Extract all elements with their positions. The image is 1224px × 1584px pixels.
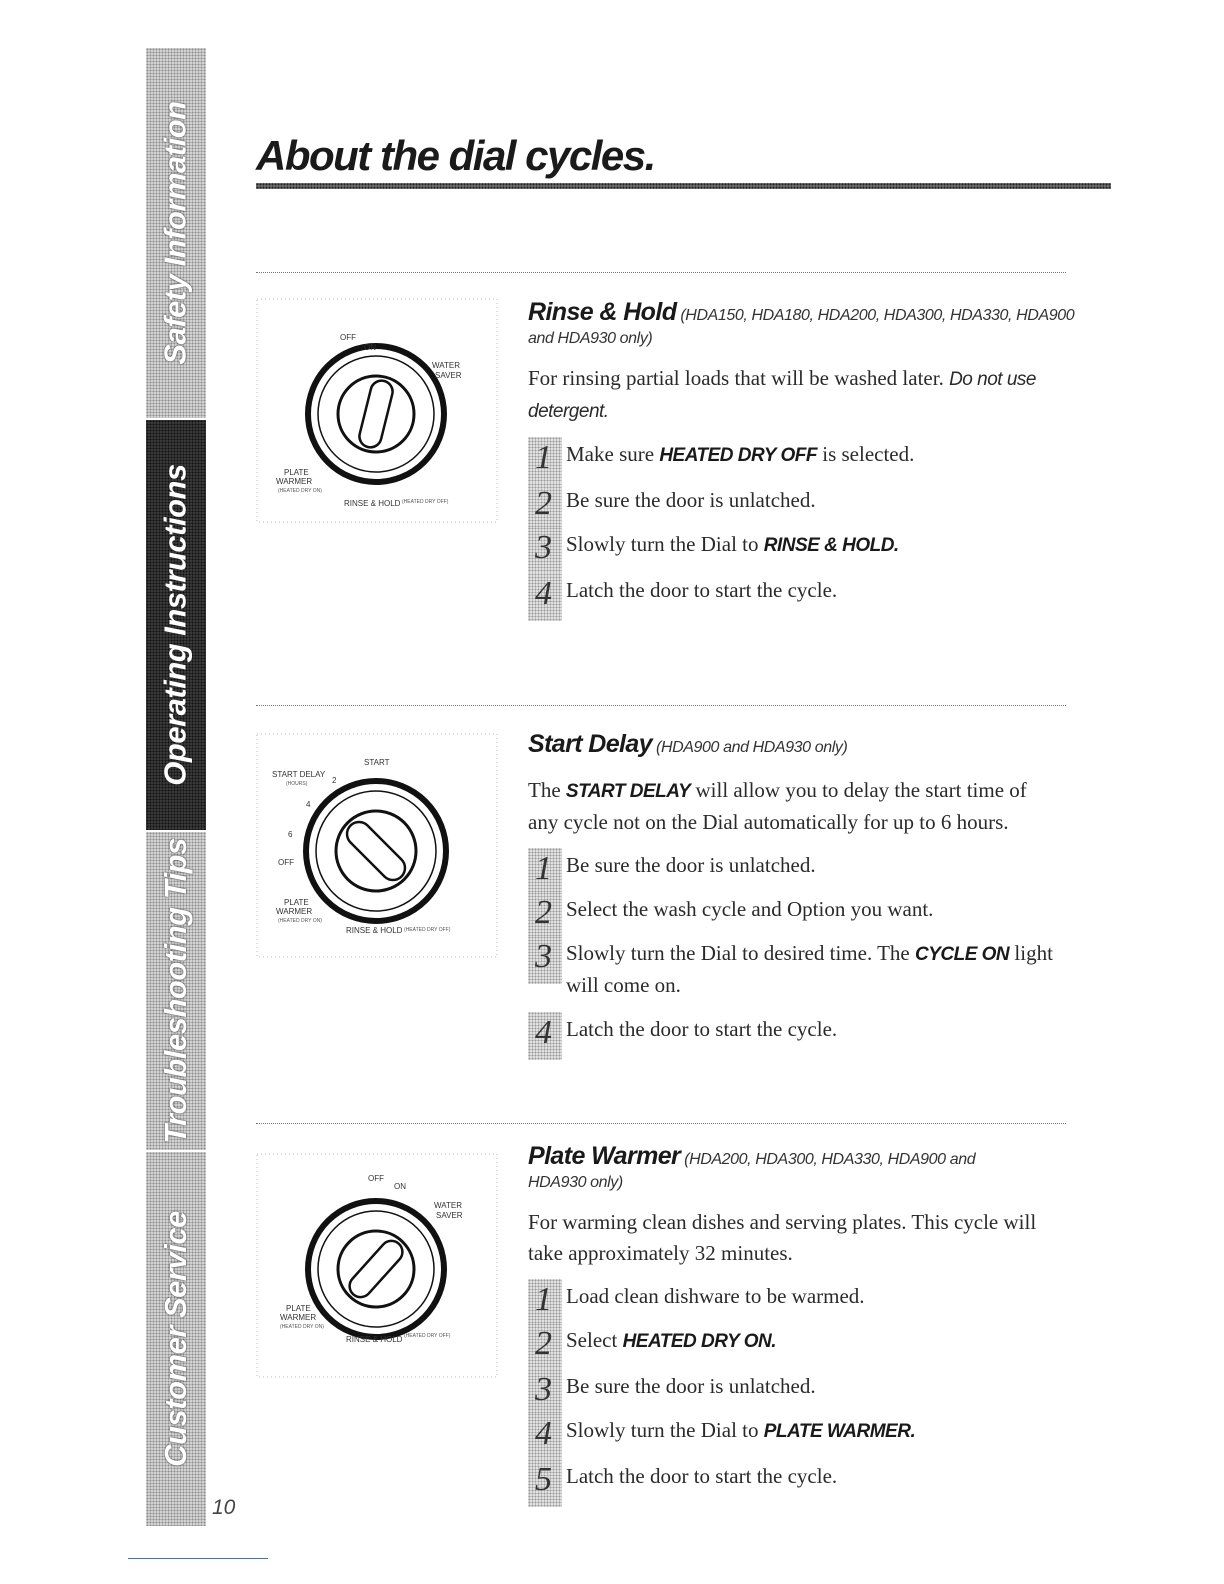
section-divider xyxy=(256,705,1066,707)
step-number: 1 xyxy=(535,849,552,887)
step-text: Be sure the door is unlatched. xyxy=(566,488,816,513)
step-item xyxy=(528,439,1088,477)
cycle-start-delay xyxy=(528,728,1088,1058)
dial-label-heated-off: (HEATED DRY OFF) xyxy=(404,927,451,933)
step-keyword: CYCLE ON xyxy=(914,943,1010,965)
step-item xyxy=(528,575,1088,613)
side-tabs xyxy=(146,48,206,1528)
dial-label-warmer: WARMER xyxy=(280,1313,317,1322)
step-item xyxy=(528,1461,1088,1499)
step-item xyxy=(528,893,1088,931)
dial-label-water: WATER xyxy=(434,1201,462,1210)
step-marker xyxy=(528,1413,562,1461)
dial-label-rinse-hold: RINSE & HOLD xyxy=(344,499,401,508)
step-number: 2 xyxy=(535,893,552,931)
dial-label-off: OFF xyxy=(340,333,356,342)
description-emphasis: Do not use detergent. xyxy=(528,369,1036,423)
dial-label-start-delay: START DELAY xyxy=(272,770,326,779)
cycle-heading xyxy=(528,728,1088,761)
dial-label-water: WATER xyxy=(432,361,460,370)
step-text: Be sure the door is unlatched. xyxy=(566,852,816,877)
cycle-models: (HDA200, HDA300, HDA330, HDA900 and HDA930 only) xyxy=(528,1151,976,1191)
cycle-title: Start Delay xyxy=(528,730,653,758)
tab-safety-information[interactable] xyxy=(146,48,206,420)
step-list xyxy=(528,1281,1088,1499)
dial-label-rinse-hold: RINSE & HOLD xyxy=(346,1335,403,1344)
step-keyword: HEATED DRY ON. xyxy=(622,1331,777,1353)
step-number: 5 xyxy=(535,1461,552,1499)
tab-label: Operating Instructions xyxy=(158,464,194,786)
step-text-end: light will come on. xyxy=(566,940,1053,997)
cycle-rinse-hold xyxy=(528,296,1088,619)
cycle-description xyxy=(528,775,1038,838)
dial-illustration-start-delay xyxy=(256,733,498,958)
step-marker xyxy=(528,483,562,531)
cycle-description xyxy=(528,1207,1058,1269)
dial-label-plate: PLATE xyxy=(286,1304,311,1313)
dial-label-hours: (HOURS) xyxy=(286,781,308,787)
step-item xyxy=(528,485,1088,523)
step-text: Make sure xyxy=(566,442,660,467)
dial-label-saver: SAVER xyxy=(436,1211,463,1220)
tab-troubleshooting-tips[interactable] xyxy=(146,832,206,1152)
step-text: Latch the door to start the cycle. xyxy=(566,1464,838,1489)
step-marker xyxy=(528,1323,562,1371)
step-item xyxy=(528,1325,1088,1363)
step-number: 3 xyxy=(535,937,552,975)
dial-label-plate: PLATE xyxy=(284,468,309,477)
dial-label-heated-on: (HEATED DRY ON) xyxy=(278,488,322,494)
step-text: Be sure the door is unlatched. xyxy=(566,1374,816,1399)
dial-label-6: 6 xyxy=(288,830,293,839)
step-keyword: HEATED DRY OFF xyxy=(659,445,817,467)
step-text: Latch the door to start the cycle. xyxy=(566,1016,838,1041)
dial-label-2: 2 xyxy=(332,776,337,785)
step-text: Select xyxy=(566,1328,623,1353)
dial-label-warmer: WARMER xyxy=(276,907,313,916)
step-marker xyxy=(528,1459,562,1507)
dial-label-heated-on: (HEATED DRY ON) xyxy=(280,1324,324,1330)
dial-label-warmer: WARMER xyxy=(276,477,313,486)
step-marker xyxy=(528,527,562,575)
step-marker xyxy=(528,1279,562,1327)
step-number: 1 xyxy=(535,439,552,477)
cycle-title: Rinse & Hold xyxy=(528,298,677,326)
step-item xyxy=(528,529,1088,567)
step-marker xyxy=(528,1369,562,1417)
dial-label-plate: PLATE xyxy=(284,898,309,907)
step-marker xyxy=(528,936,562,984)
page-number: 10 xyxy=(212,1496,236,1519)
dial-label-heated-off: (HEATED DRY OFF) xyxy=(402,499,449,505)
step-item xyxy=(528,1371,1088,1409)
description-text: For warming clean dishes and serving plates. This cycle will take approximately 32 minutes. xyxy=(528,1210,1037,1266)
step-text: Load clean dishware to be warmed. xyxy=(566,1284,865,1309)
cycle-heading xyxy=(528,1140,1008,1193)
step-list xyxy=(528,849,1088,1051)
step-number: 3 xyxy=(535,1371,552,1409)
tab-customer-service[interactable] xyxy=(146,1152,206,1528)
step-number: 3 xyxy=(535,529,552,567)
cycle-models: (HDA900 and HDA930 only) xyxy=(656,739,848,756)
step-marker xyxy=(528,892,562,940)
dial-label-on: ON xyxy=(394,1182,406,1191)
description-text: The xyxy=(528,777,566,802)
footer-line xyxy=(128,1558,268,1559)
description-keyword: START DELAY xyxy=(565,780,691,802)
step-item xyxy=(528,1013,1088,1051)
step-item xyxy=(528,1415,1088,1453)
tab-label: Customer Service xyxy=(158,1211,193,1467)
step-list xyxy=(528,439,1088,613)
step-number: 2 xyxy=(535,485,552,523)
step-marker xyxy=(528,848,562,896)
dial-label-heated-on: (HEATED DRY ON) xyxy=(278,918,322,924)
step-keyword: RINSE & HOLD. xyxy=(763,535,899,557)
cycle-models: (HDA150, HDA180, HDA200, HDA300, HDA330, HDA900 and HDA930 only) xyxy=(528,307,1075,347)
step-marker xyxy=(528,573,562,621)
description-text-end: will allow you to delay the start time of any cycle not on the Dial automatically for up to 6 hours. xyxy=(528,777,1027,834)
cycle-title: Plate Warmer xyxy=(528,1142,681,1170)
dial-label-heated-off: (HEATED DRY OFF) xyxy=(404,1333,451,1339)
step-text: Latch the door to start the cycle. xyxy=(566,578,838,603)
step-number: 4 xyxy=(535,1013,552,1051)
step-number: 4 xyxy=(535,575,552,613)
step-text-end: is selected. xyxy=(817,442,915,467)
step-text: Slowly turn the Dial to xyxy=(566,532,764,557)
dial-label-rinse-hold: RINSE & HOLD xyxy=(346,926,403,935)
tab-operating-instructions[interactable] xyxy=(146,420,206,832)
step-number: 1 xyxy=(535,1281,552,1319)
cycle-description xyxy=(528,363,1088,427)
title-rule xyxy=(256,183,1111,189)
dial-label-off: OFF xyxy=(278,858,294,867)
section-divider xyxy=(256,1123,1066,1125)
dial-label-saver: SAVER xyxy=(435,371,462,380)
dial-label-on: ON xyxy=(364,343,376,352)
step-item xyxy=(528,938,1086,1000)
step-text: Select the wash cycle and Option you want. xyxy=(566,896,934,921)
step-keyword: PLATE WARMER. xyxy=(763,1421,916,1443)
step-marker xyxy=(528,437,562,485)
step-number: 4 xyxy=(535,1415,552,1453)
section-divider xyxy=(256,272,1066,274)
cycle-heading xyxy=(528,296,1088,349)
cycle-plate-warmer xyxy=(528,1140,1088,1505)
dial-illustration-plate-warmer xyxy=(256,1153,498,1378)
step-marker xyxy=(528,1012,562,1060)
dial-illustration-rinse-hold xyxy=(256,298,498,523)
tab-label: Troubleshooting Tips xyxy=(158,838,193,1144)
dial-label-off: OFF xyxy=(368,1174,384,1183)
dial-label-4: 4 xyxy=(306,800,311,809)
page-title: About the dial cycles. xyxy=(256,132,655,179)
step-text: Slowly turn the Dial to desired time. The xyxy=(566,940,915,965)
step-item xyxy=(528,849,1088,887)
description-text: For rinsing partial loads that will be washed later. xyxy=(528,366,944,391)
step-item xyxy=(528,1281,1088,1319)
step-number: 2 xyxy=(535,1325,552,1363)
dial-label-start: START xyxy=(364,758,390,767)
tab-label: Safety Information xyxy=(158,101,193,365)
step-text: Slowly turn the Dial to xyxy=(566,1418,764,1443)
